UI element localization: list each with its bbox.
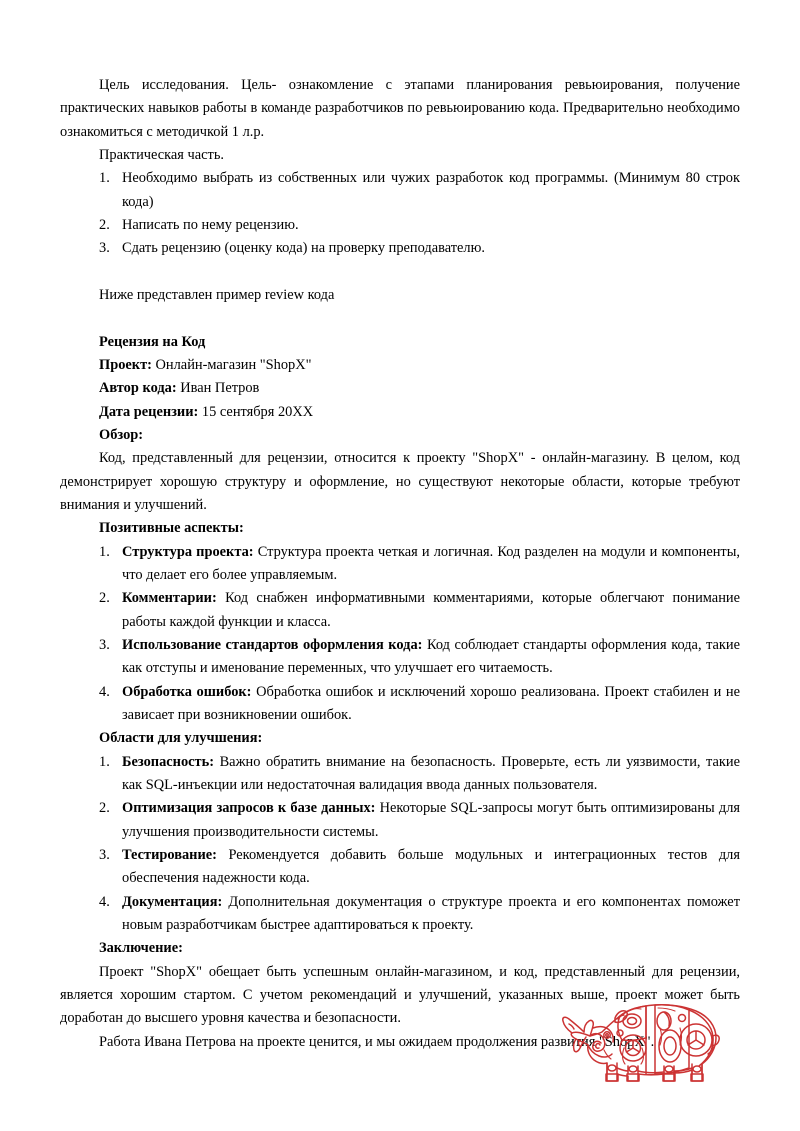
review-field-date (60, 401, 740, 424)
item-lead: Оптимизация запросов к базе данных: (122, 800, 376, 817)
field-key: Автор кода: (99, 380, 177, 397)
conclusion-paragraph: Проект "ShopX" обещает быть успешным онлайн-магазином, и код, представленный для рецензии, является хорошим стартом. С учетом рекомендаций и улучшений, указанных выше, проект может быть доработан до высшего уровня качества и безопасности. (60, 963, 740, 1027)
list-item (60, 541, 740, 588)
review-field-author (60, 377, 740, 400)
item-text: Структура проекта четкая и логичная. Код разделен на модули и компоненты, что делает его более управляемым. (122, 543, 740, 584)
list-item: Сдать рецензию (оценку кода) на проверку преподавателю. (122, 240, 485, 257)
overview-paragraph: Код, представленный для рецензии, относится к проекту "ShopX" - онлайн-магазину. В целом, код демонстрирует хорошую структуру и оформление, но существуют некоторые области, которые требуют внимания и улучшений. (60, 450, 740, 514)
list-item (60, 587, 740, 634)
list-item (60, 681, 740, 728)
list-item (60, 891, 740, 938)
list-item (60, 634, 740, 681)
list-item: Написать по нему рецензию. (122, 216, 299, 233)
conclusion-heading: Заключение: (99, 940, 183, 957)
list-item (60, 797, 740, 844)
field-key: Проект: (99, 357, 152, 374)
spacer (60, 261, 740, 284)
item-text: Обработка ошибок и исключений хорошо реализована. Проект стабилен и не зависает при возникновении ошибок. (122, 683, 740, 723)
field-key: Дата рецензии: (99, 403, 199, 420)
review-field-project (60, 354, 740, 377)
task-list (60, 167, 740, 260)
item-lead: Безопасность: (122, 753, 215, 770)
item-text: Рекомендуется добавить больше модульных и интеграционных тестов для обеспечения надежности кода. (122, 846, 740, 887)
overview-heading: Обзор: (99, 427, 144, 444)
field-value: Онлайн-магазин "ShopX" (151, 357, 312, 374)
item-lead: Тестирование: (122, 846, 217, 863)
list-item (60, 844, 740, 891)
improvement-areas-heading: Области для улучшения: (99, 730, 263, 747)
improvement-areas-list (60, 751, 740, 938)
field-value: 15 сентября 20XX (198, 403, 314, 420)
list-item (60, 751, 740, 798)
example-note: Ниже представлен пример review кода (99, 287, 335, 304)
document-body (60, 74, 740, 1054)
item-text: Некоторые SQL-запросы могут быть оптимизированы для улучшения производительности системы. (122, 800, 740, 840)
item-lead: Документация: (122, 893, 223, 910)
item-text: Код соблюдает стандарты оформления кода, такие как отступы и именование переменных, что улучшает его читаемость. (122, 637, 741, 677)
practical-part-heading: Практическая часть. (99, 146, 224, 163)
item-lead: Обработка ошибок: (122, 683, 252, 700)
item-text: Код снабжен информативными комментариями, которые облегчают понимание работы каждой функции и класса. (122, 590, 740, 630)
spacer (60, 307, 740, 330)
item-lead: Структура проекта: (122, 543, 254, 560)
positive-aspects-heading: Позитивные аспекты: (99, 520, 244, 537)
item-lead: Использование стандартов оформления кода: (122, 637, 423, 653)
intro-paragraph: Цель исследования. Цель- ознакомление с этапами планирования ревьюирования, получение практических навыков работы в команде разработчиков по ревьюированию кода. Предварительно необходимо ознакомиться с методичкой 1 л.р. (60, 77, 740, 140)
list-item: Необходимо выбрать из собственных или чужих разработок код программы. (Минимум 80 строк кода) (122, 170, 740, 210)
positive-aspects-list (60, 541, 740, 728)
item-text: Важно обратить внимание на безопасность. Проверьте, есть ли уязвимости, такие как SQL-инъекции или недостаточная валидация ввода данных пользователя. (122, 753, 740, 793)
closing-paragraph: Работа Ивана Петрова на проекте ценится, и мы ожидаем продолжения развития "ShopX". (99, 1033, 655, 1050)
review-title: Рецензия на Код (99, 333, 206, 350)
field-value: Иван Петров (176, 380, 260, 397)
item-lead: Комментарии: (122, 590, 217, 607)
item-text: Дополнительная документация о структуре проекта и его компонентах поможет новым разработчикам быстрее адаптироваться к проекту. (122, 893, 740, 933)
